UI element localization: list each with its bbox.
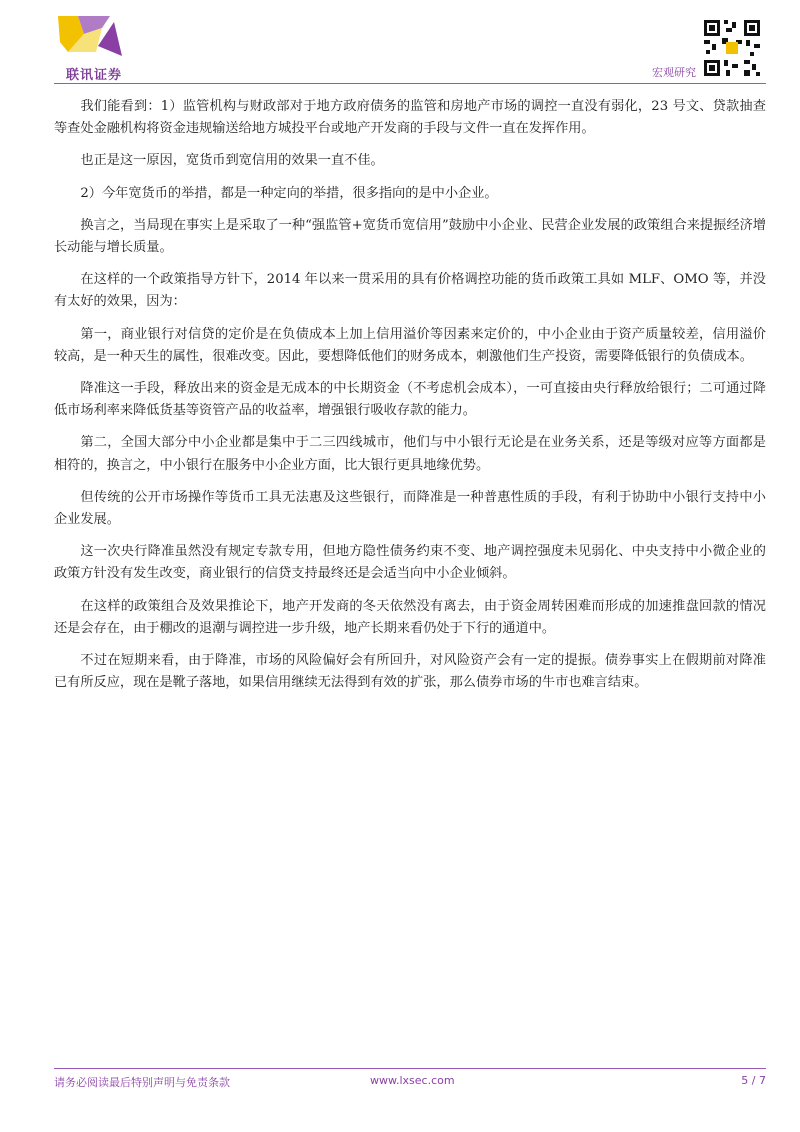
report-category: 宏观研究 [652,66,696,79]
paragraph: 这一次央行降准虽然没有规定专款专用，但地方隐性债务约束不变、地产调控强度未见弱化、中央支持中小微企业的政策方针没有发生改变，商业银行的信贷支持最终还是会适当向中小企业倾斜。 [54,544,766,582]
footer-divider [54,1068,766,1069]
logo-mark-icon [54,12,134,64]
paragraph: 在这样的政策组合及效果推论下，地产开发商的冬天依然没有离去，由于资金周转困难而形成的加速推盘回款的情况还是会存在，由于棚改的退潮与调控进一步升级，地产长期来看仍处于下行的通道中。 [54,598,766,636]
paragraph: 在这样的一个政策指导方针下，2014 年以来一贯采用的具有价格调控功能的货币政策工具如 MLF、OMO 等，并没有太好的效果，因为： [54,272,766,310]
paragraph: 但传统的公开市场操作等货币工具无法惠及这些银行，而降准是一种普惠性质的手段，有利于协助中小银行支持中小企业发展。 [54,489,766,528]
website-link[interactable]: www.lxsec.com [370,1074,455,1087]
header-divider [54,83,766,84]
page-header [0,0,800,90]
paragraph: 降准这一手段，释放出来的资金是无成本的中长期资金（不考虑机会成本），一可直接由央行释放给银行；二可通过降低市场利率来降低货基等资管产品的收益率，增强银行吸收存款的能力。 [54,381,766,419]
company-logo [54,12,134,83]
logo-text: 联讯证券 [65,68,122,83]
paragraph: 第二，全国大部分中小企业都是集中于二三四线城市，他们与中小银行无论是在业务关系，还是等级对应等方面都是相符的，换言之，中小银行在服务中小企业方面，比大银行更具地缘优势。 [54,435,766,473]
paragraph: 第一，商业银行对信贷的定价是在负债成本上加上信用溢价等因素来定价的，中小企业由于资产质量较差，信用溢价较高，是一种天生的属性，很难改变。因此，要想降低他们的财务成本，刺激他们生产投资，需要降低银行的负债成本。 [54,326,766,364]
page-number: 5 / 7 [741,1074,766,1087]
paragraph: 不过在短期来看，由于降准，市场的风险偏好会有所回升，对风险资产会有一定的提振。债券事实上在假期前对降准已有所反应，现在是靴子落地，如果信用继续无法得到有效的扩张，那么债券市场的牛市也难言结束。 [54,653,766,691]
qr-code-icon [702,18,762,78]
paragraph: 2）今年宽货币的举措，都是一种定向的举措，很多指向的是中小企业。 [80,185,498,201]
page-footer [54,1074,766,1094]
report-body [54,96,766,704]
disclaimer-link[interactable]: 请务必阅读最后特别声明与免责条款 [54,1076,230,1089]
paragraph: 换言之，当局现在事实上是采取了一种“强监管+宽货币宽信用”鼓励中小企业、民营企业发展的政策组合来提振经济增长动能与增长质量。 [54,217,766,256]
paragraph: 也正是这一原因，宽货币到宽信用的效果一直不佳。 [80,153,384,169]
paragraph: 我们能看到：1）监管机构与财政部对于地方政府债务的监管和房地产市场的调控一直没有弱化，23 号文、贷款抽查等查处金融机构将资金违规输送给地方城投平台或地产开发商的手段与文件一直在发挥作用。 [54,99,766,137]
